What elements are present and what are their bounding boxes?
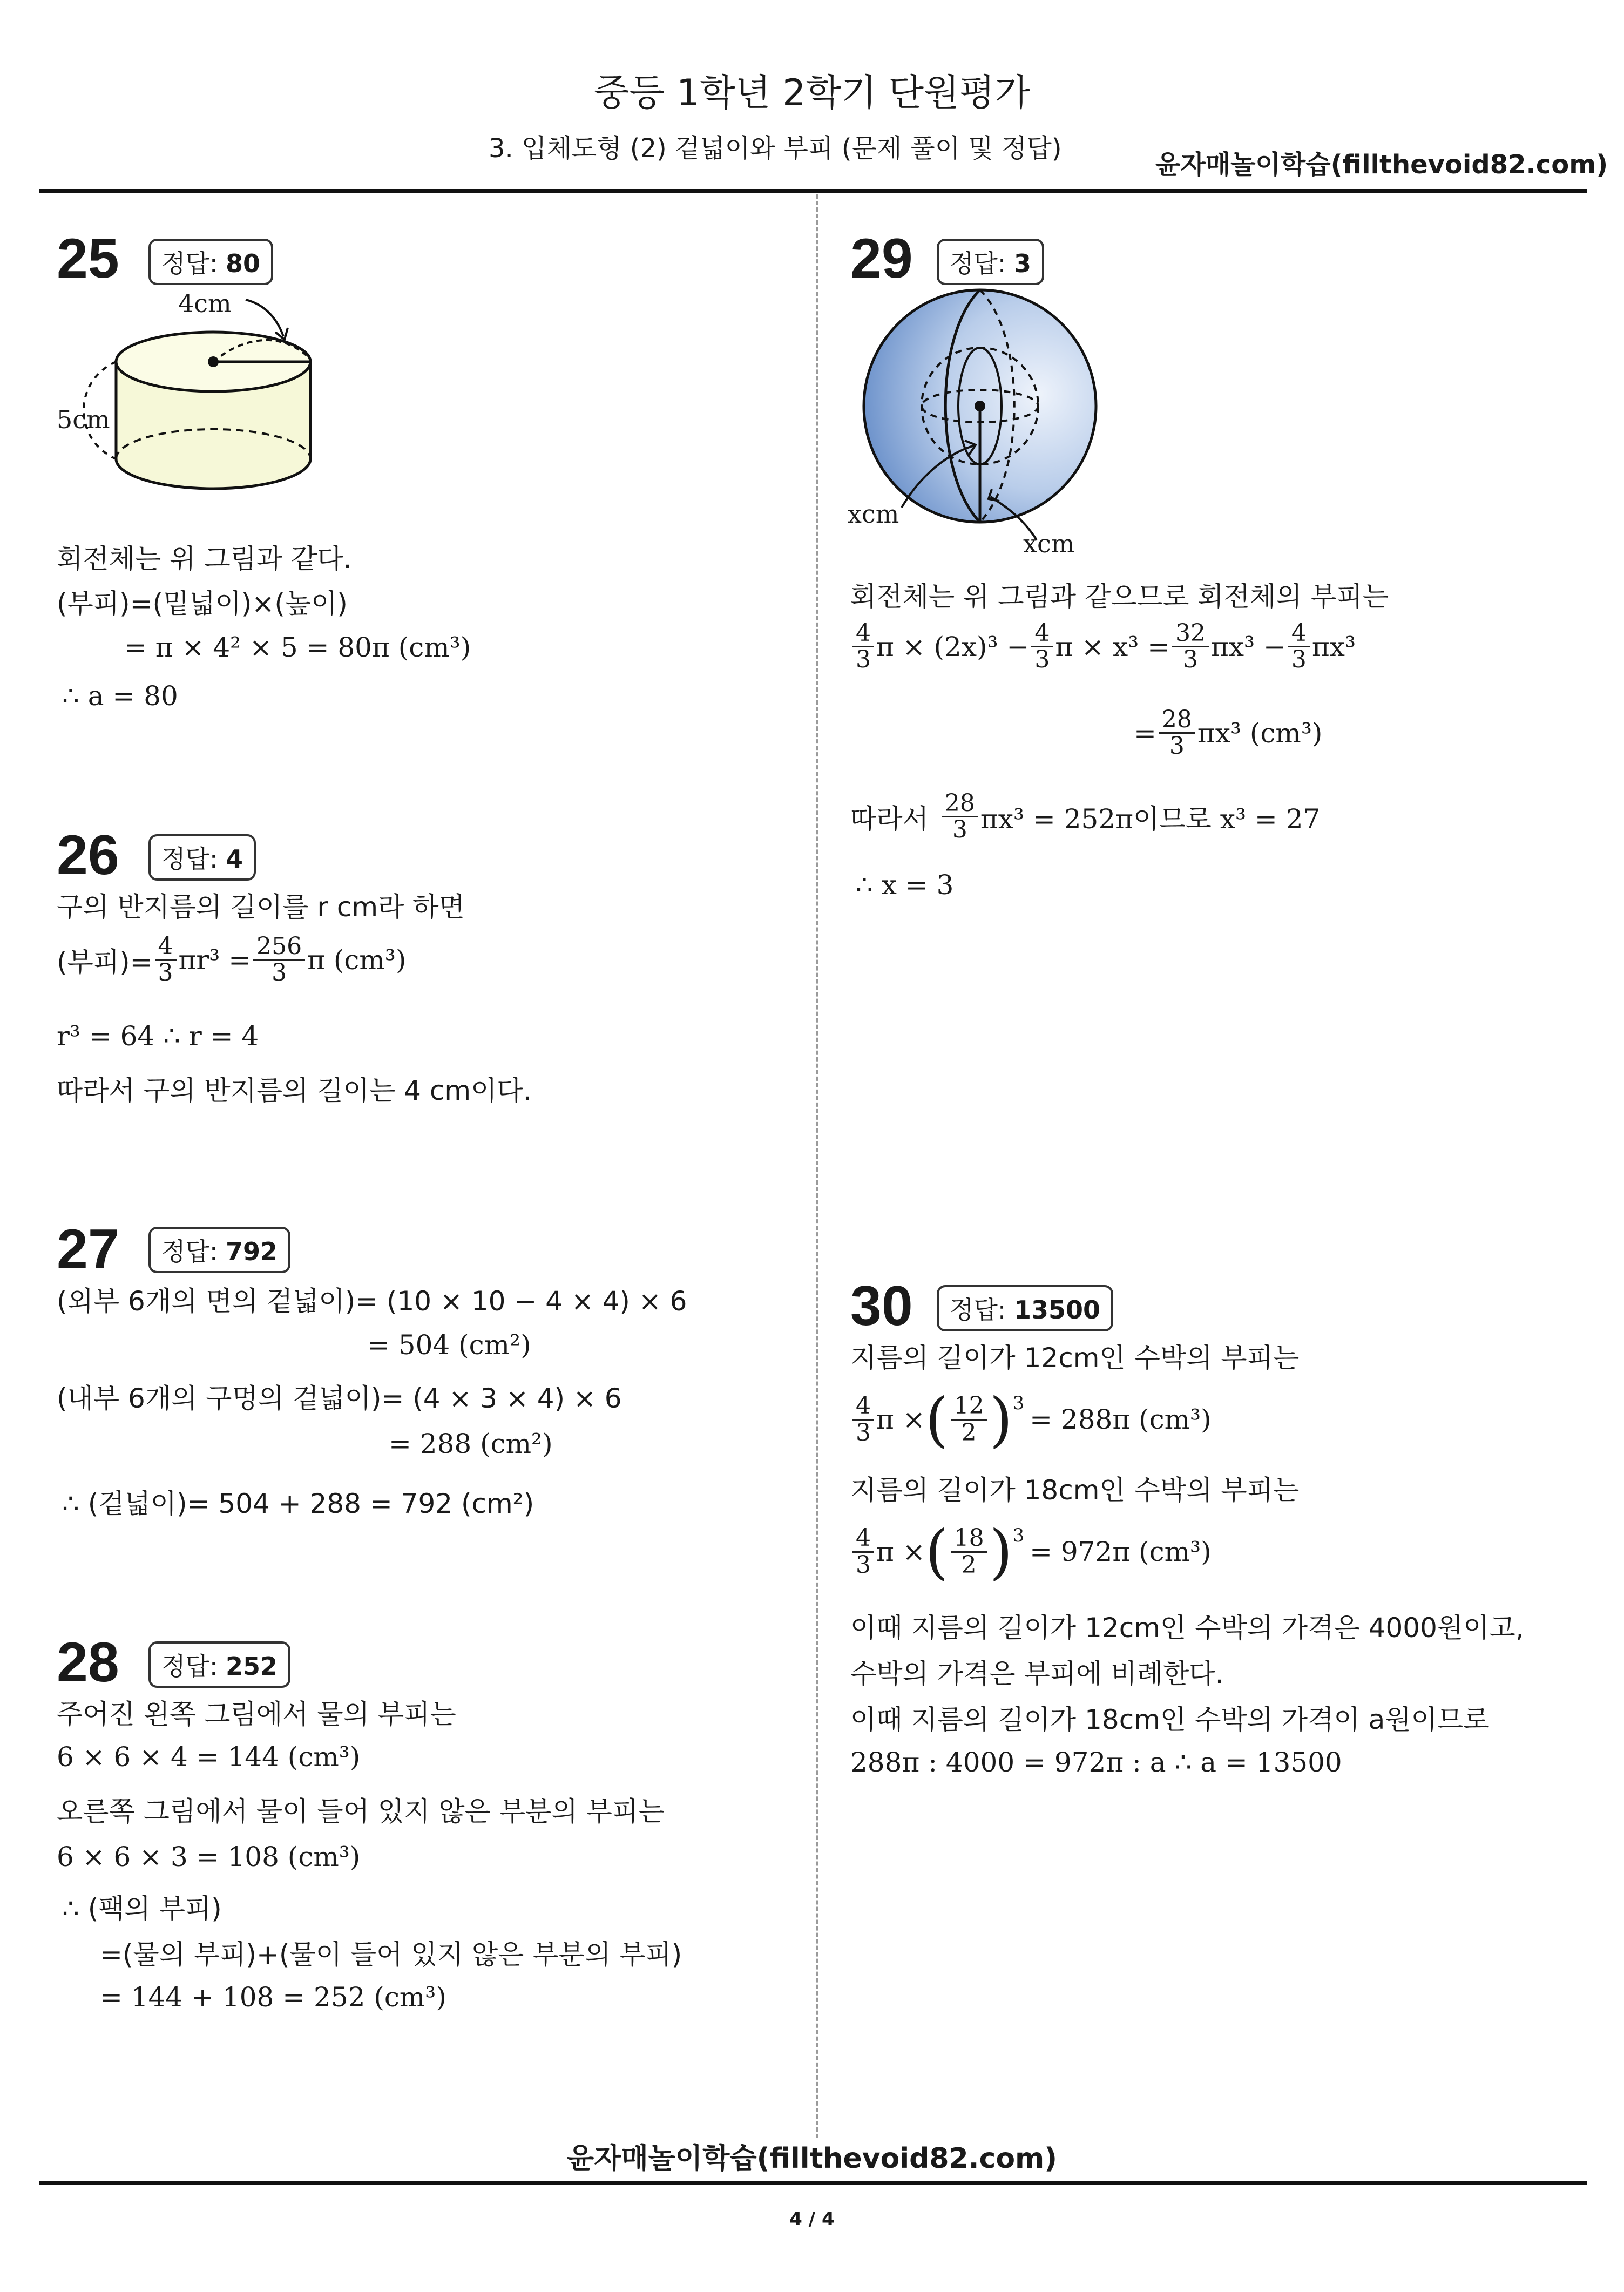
- q26-line3: r³ = 64 ∴ r = 4: [57, 1020, 259, 1052]
- question-number-29: 29: [850, 227, 913, 290]
- answer-value-28: 252: [226, 1652, 278, 1681]
- page-subtitle: 3. 입체도형 (2) 겉넓이와 부피 (문제 풀이 및 정답): [489, 133, 1062, 164]
- q26-line2: [57, 934, 406, 985]
- answer-prefix: 정답:: [161, 249, 218, 278]
- q26-volume-label: (부피)=: [57, 946, 153, 978]
- fraction: $\frac{12}{2}$: [951, 1394, 987, 1445]
- answer-box-27: [148, 1227, 290, 1273]
- question-number-27: 27: [57, 1218, 119, 1281]
- fraction: $\frac{28}{3}$: [1159, 707, 1195, 759]
- fraction: $\frac{4}{3}$: [852, 1526, 874, 1577]
- q29-line3: [1134, 707, 1322, 759]
- q25-line4: ∴ a = 80: [62, 680, 178, 712]
- q27-line4: = 288 (cm²): [389, 1428, 553, 1459]
- q26-line4: 따라서 구의 반지름의 길이는 4 cm이다.: [57, 1075, 532, 1106]
- fraction: $\frac{4}{3}$: [155, 934, 177, 985]
- fig29-label-b: xcm: [1023, 529, 1075, 558]
- q25-line1: 회전체는 위 그림과 같다.: [57, 543, 352, 574]
- fraction: $\frac{18}{2}$: [951, 1526, 987, 1577]
- answer-prefix: 정답:: [950, 1295, 1006, 1324]
- fig25-radius-label: 4cm: [178, 289, 232, 318]
- q29-expr-c: πx³ −: [1210, 631, 1286, 662]
- fraction: $\frac{256}{3}$: [253, 934, 305, 985]
- q29-line2: [850, 621, 1356, 672]
- q30-expr-result-1: = 288π (cm³): [1030, 1404, 1212, 1435]
- answer-prefix: 정답:: [161, 844, 218, 874]
- q30-line4: $\frac{4}{3}$ π × ( $\frac{18}{2}$ ) $^3$ = 972π (cm³): [850, 1517, 1212, 1586]
- q25-line3: = π × 4² × 5 = 80π (cm³): [124, 632, 471, 663]
- fraction: $\frac{4}{3}$: [852, 621, 874, 672]
- q29-expr-a: π × (2x)³ −: [876, 631, 1030, 662]
- answer-prefix: 정답:: [161, 1237, 218, 1266]
- q28-line7: = 144 + 108 = 252 (cm³): [100, 1982, 446, 2013]
- q27-line2: = 504 (cm²): [367, 1329, 531, 1361]
- q29-line4: [850, 791, 1320, 842]
- q30-expr-mid: π ×: [876, 1404, 925, 1435]
- q29-line1: 회전체는 위 그림과 같으므로 회전체의 부피는: [850, 581, 1389, 612]
- answer-box-26: [148, 834, 256, 881]
- question-number-25: 25: [57, 227, 119, 290]
- column-divider: [816, 194, 818, 2138]
- q28-line1: 주어진 왼쪽 그림에서 물의 부피는: [57, 1699, 456, 1730]
- answer-value-26: 4: [226, 844, 243, 874]
- q26-expr-unit: π (cm³): [307, 944, 407, 976]
- footer-brand: 윤자매놀이학습(fillthevoid82.com): [566, 2142, 1057, 2175]
- q30-line5: 이때 지름의 길이가 12cm인 수박의 가격은 4000원이고,: [850, 1612, 1524, 1644]
- q29-line5: ∴ x = 3: [856, 869, 954, 901]
- q30-line2: $\frac{4}{3}$ π × ( $\frac{12}{2}$ ) $^3$ = 288π (cm³): [850, 1385, 1212, 1454]
- q28-line5: ∴ (팩의 부피): [62, 1893, 222, 1924]
- answer-box-28: [148, 1641, 290, 1688]
- answer-value-25: 80: [226, 249, 261, 278]
- fraction: $\frac{32}{3}$: [1172, 621, 1209, 672]
- q30-line7: 이때 지름의 길이가 18cm인 수박의 가격이 a원이므로: [850, 1704, 1490, 1735]
- answer-prefix: 정답:: [161, 1652, 218, 1681]
- footer-rule: [39, 2181, 1587, 2185]
- header-brand: 윤자매놀이학습(fillthevoid82.com): [1155, 150, 1608, 180]
- question-number-26: 26: [57, 824, 119, 887]
- q30-expr-mid: π ×: [876, 1536, 925, 1567]
- page-number: 4 / 4: [789, 2208, 835, 2230]
- q29-equation: πx³ = 252π이므로 x³ = 27: [980, 803, 1321, 835]
- q30-line6: 수박의 가격은 부피에 비례한다.: [850, 1658, 1224, 1689]
- q27-line3: (내부 6개의 구멍의 겉넓이)= (4 × 3 × 4) × 6: [57, 1383, 622, 1414]
- q28-line3: 오른쪽 그림에서 물이 들어 있지 않은 부분의 부피는: [57, 1796, 665, 1827]
- q26-line1: 구의 반지름의 길이를 r cm라 하면: [57, 891, 465, 923]
- answer-box-30: [937, 1285, 1113, 1331]
- q26-expr: πr³ =: [178, 944, 252, 976]
- answer-box-29: [937, 239, 1044, 285]
- q28-line4: 6 × 6 × 3 = 108 (cm³): [57, 1841, 361, 1872]
- q29-therefore-text: 따라서: [850, 803, 929, 835]
- fraction: $\frac{4}{3}$: [1031, 621, 1053, 672]
- fraction: $\frac{28}{3}$: [942, 791, 978, 842]
- answer-value-27: 792: [226, 1237, 278, 1266]
- q27-line5: ∴ (겉넓이)= 504 + 288 = 792 (cm²): [62, 1488, 534, 1519]
- q30-line1: 지름의 길이가 12cm인 수박의 부피는: [850, 1342, 1300, 1374]
- fig29-label-a: xcm: [848, 499, 899, 529]
- page-title: 중등 1학년 2학기 단원평가: [593, 72, 1031, 114]
- equals-sign: =: [1134, 717, 1156, 749]
- header-rule: [39, 189, 1587, 193]
- q28-line6: =(물의 부피)+(물이 들어 있지 않은 부분의 부피): [100, 1939, 682, 1970]
- q27-line1: (외부 6개의 면의 겉넓이)= (10 × 10 − 4 × 4) × 6: [57, 1286, 687, 1317]
- q30-line8: 288π : 4000 = 972π : a ∴ a = 13500: [850, 1747, 1342, 1778]
- question-number-30: 30: [850, 1275, 913, 1337]
- q29-expr-result: πx³ (cm³): [1197, 717, 1323, 749]
- answer-box-25: [148, 239, 273, 285]
- answer-value-30: 13500: [1014, 1295, 1101, 1324]
- answer-prefix: 정답:: [950, 249, 1006, 278]
- question-number-28: 28: [57, 1631, 119, 1694]
- fraction: $\frac{4}{3}$: [852, 1394, 874, 1445]
- answer-value-29: 3: [1014, 249, 1032, 278]
- fig25-height-label: 5cm: [57, 405, 110, 434]
- q30-expr-result-2: = 972π (cm³): [1030, 1536, 1212, 1567]
- q30-line3: 지름의 길이가 18cm인 수박의 부피는: [850, 1475, 1300, 1506]
- q29-expr-d: πx³: [1311, 631, 1356, 662]
- q29-expr-b: π × x³ =: [1055, 631, 1170, 662]
- q28-line2: 6 × 6 × 4 = 144 (cm³): [57, 1741, 361, 1773]
- q25-line2: (부피)=(밑넓이)×(높이): [57, 588, 348, 619]
- fraction: $\frac{4}{3}$: [1288, 621, 1310, 672]
